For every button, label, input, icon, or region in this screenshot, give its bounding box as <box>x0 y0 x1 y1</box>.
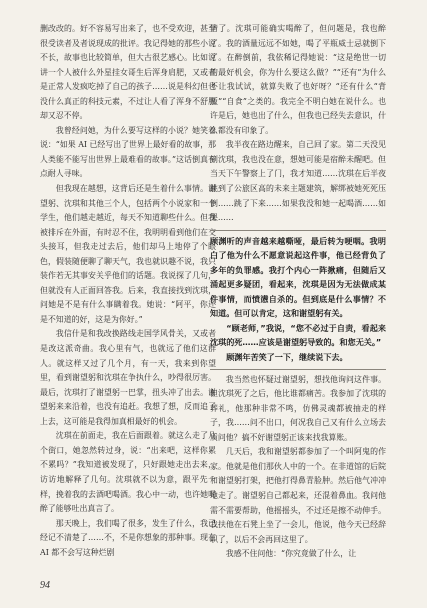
paragraph: “顾老师，”我说，“您不必过于自责，看起来沈琪的死……应该是谢望躬导致的。和您无关。” <box>210 322 386 348</box>
paragraph: 顾渊听的声音越来越嘶哑，最后转为哽咽。我明白了他为什么不愿意说起这件事，他已经背负了多年的负罪感。我打个内心一阵揪痛，但随后又涌起更多疑团，看起来，沈琪是因为无法做成某件事情，而愤懑自杀的。但到底是什么事情？不知道。但可以肯定，这和谢望躬有关。 <box>210 235 386 319</box>
paragraph: 情了。沈琪可能确实喝醉了，但问题是，我也醉了。我的酒量远远不如她，喝了平瓶威士忌就倒下了。在醉倒前，我依稀记得她说：“这是绝世一切的最好机会，你为什么要这么做？”“还有”为什么不让我试试，就算失败了也好呀？“还有什么“背叛”“自食”之类的。我完全不明白她在说什么。也许是后，她也出了什么，但我也已经失去意识，什么都没有印象了。 <box>210 24 386 135</box>
paragraph: 我感不住问他：“你究竟做了什么，让 <box>225 549 357 559</box>
right-column <box>210 22 386 562</box>
paragraph: 我曾经问她，为什么要写这样的小说？她笑着说：“如果 AI 已经写出了世界上最好看的故事，那人类能不能写出世界上最难看的故事。”这话倒真有点耐人寻味。 <box>40 125 216 179</box>
paragraph: 我当然也怀疑过谢望躬，想找他询问这件事。但沈琪死了之后，他比谁都痛苦。我参加了沈琪的葬礼，他那种非常不鸣，仿佛灵魂都被抽走的样子，我……问不出口，何况我自己又有什么立场去质问他？搞不好谢望躬正该来找我算账。 <box>210 374 386 442</box>
paragraph: 顾渊年苦笑了一下，继续说下去。 <box>226 352 348 363</box>
divider <box>210 230 386 231</box>
paragraph: 那天晚上，我们喝了很多，发生了什么，我已经记不清楚了……不，不是你想象的那种事。现在 AI 都不会写这种烂剧 <box>40 518 216 557</box>
left-column <box>40 22 216 560</box>
paragraph: 几天后，我和谢望躬都参加了一个叫阿鬼的作家。他就是他们那伙人中的一个。在非道馆的后院和谢望躬打架，把他打得鼻青脸肿。然后他气冲冲地走了。谢望躬自己都起来，还混着鼻血。我问他需不需要帮助，他摇摇头，不过还是擦不动伸手。我扶他在石凳上坐了一会儿，他说，他今天已经辞职了，以后不会再回这里了。 <box>210 447 386 544</box>
paragraph: 我信什是和我改换路线走国学风骨关，又或者是改这派奇曲。我心里有气，也就远了他们这群人。就这样又过了几个月，有一天，我来到你望里，看到谢望躬和沈琪在争执什么，吵得很厉害。最后，沈琪打了谢望躬一巴掌，扭头冲了出去。谢望躬来来沿着，也没有追赶。我想了想，反而追了上去，这可能是我得加真相最好的机会。 <box>40 329 216 426</box>
paragraph: 我半夜在路边醒来，自己回了家。第二天没见到沈琪，我也没在意，想她可能是宿醉未醒吧。但当天下午警察上了门，我才知道……沈琪在后半夜跳到了公旅区高的未来主题建筑，解绑被她死死压倒……跳了下来……如果我没和她一起喝酒……如果…… <box>210 140 386 223</box>
page-number: 94 <box>40 580 50 591</box>
paragraph: 删改改的。好不容易写出来了，也不受欢迎，甚至很受读者及者说现成的批评。我记得她的那些小说不长，故事也比较简单，但大古很艺感心。比如说讲一个人被什么外星挂女哥生后浑身肩肥，又或者是正常人发疯吃掉了自己的孩子……说是科幻但也没什么真正的科技元素，不过让人看了浑身不舒服却又忍不停。 <box>40 24 216 121</box>
divider <box>210 369 386 370</box>
paragraph: 但我现在越想，这背后还是生着什么事情。谢望躬、沈琪和其他三个人，包括两个小说家和一个学生，他们越走越近，每天不知道聊些什么。但我被排斥在外面，有时忍不住，我明明看到他们在交头接耳，但我走过去后，他们却马上地停了个眼色，假装随便聊了聊天气，我也就识趣不说，我只装作若无其事安关乎他们的话题。我说探了几句，但就没有人正面回答我。后来，我直接找到沈琪，问她是不是有什么事瞒着我。她说：“阿平，你还是不知道的好，这是为你好。” <box>40 184 216 324</box>
narration-block <box>210 234 386 365</box>
paragraph: 沈琪在前面走，我在后面跟着。就这么走了几个街口，她忽然转过身，说：“出来吧，这样你累不累吗？”我知道被发现了，只好跟她走出去来，访访地解释了几句。沈琪就不以为意，跟平先一样，挽着我的去酒吧喝酒。我心中一动，也许她喝醉了能够吐出真言了。 <box>40 431 216 514</box>
